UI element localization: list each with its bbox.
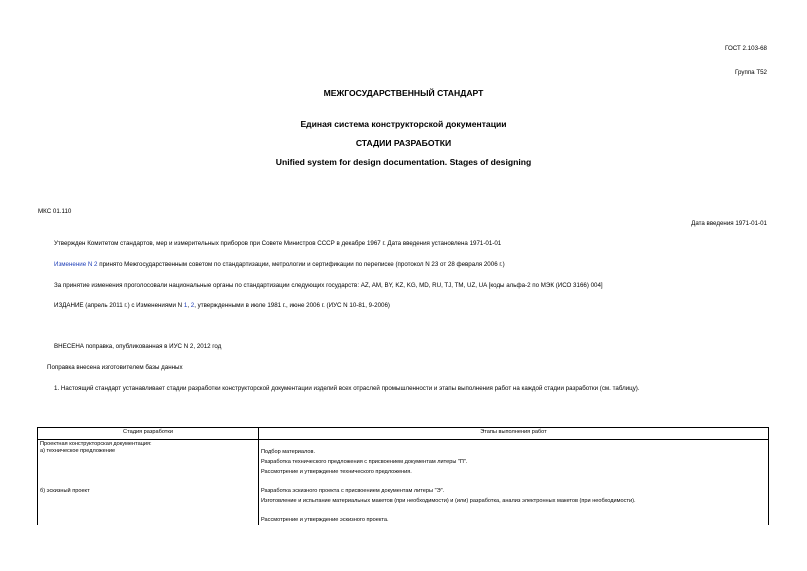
change-paragraph — [54, 261, 505, 269]
edition-sep: , — [187, 302, 191, 309]
steps-cell — [259, 440, 769, 488]
step-line — [261, 508, 766, 515]
column-header-steps: Этапы выполнения работ — [259, 428, 769, 440]
column-header-stage: Стадия разработки — [38, 428, 259, 440]
stages-table — [37, 427, 769, 525]
step-line: Рассмотрение и утверждение технического предложения. — [261, 469, 412, 475]
step-line — [261, 441, 766, 448]
clause-1: 1. Настоящий стандарт устанавливает стадии разработки конструкторской документации изделий всех отраслей промышленности и этапы выполнения работ на каждой стадии разработки (см. таблицу). — [54, 385, 640, 392]
change-paragraph-text: принято Межгосударственным советом по стандартизации, метрологии и сертификации по переписке (протокол N 23 от 28 февраля 2006 г.) — [97, 261, 505, 268]
doc-code: ГОСТ 2.103-68 — [724, 45, 767, 52]
edition-text-pre: ИЗДАНИЕ (апрель 2011 г.) с Изменениями N — [54, 302, 184, 309]
effective-date: Дата введения 1971-01-01 — [691, 220, 767, 227]
table-header-row — [38, 428, 769, 440]
step-line: Подбор материалов. — [261, 449, 316, 455]
mks-code: МКС 01.110 — [38, 208, 72, 215]
subject-title: СТАДИИ РАЗРАБОТКИ — [355, 138, 452, 148]
approval-paragraph: Утвержден Комитетом стандартов, мер и измерительных приборов при Совете Министров СССР в декабре 1967 г. Дата введения установлена 1971-01-01 — [54, 240, 502, 247]
change-1-link[interactable]: 1 — [183, 302, 188, 309]
stage-line: а) техническое предложение — [40, 448, 116, 454]
voting-paragraph: За принятие изменения проголосовали национальные органы по стандартизации следующих государств: AZ, AM, BY, KZ, KG, MD, RU, TJ, TM, UZ, UA [коды альфа-2 по МЭК (ИСО 3166) 004] — [54, 282, 603, 289]
stage-line: б) эскизный проект — [40, 488, 90, 494]
stage-cell — [38, 440, 259, 488]
edition-paragraph — [54, 302, 390, 310]
stage-line: Проектная конструкторская документация: — [40, 441, 152, 447]
steps-cell — [259, 487, 769, 525]
step-line: Разработка технического предложения с присвоением документам литеры "П". — [261, 459, 468, 465]
group-label: Группа Т52 — [735, 69, 767, 76]
step-line: Разработка эскизного проекта с присвоением документам литеры "Э". — [261, 488, 445, 494]
change-2-link[interactable]: Изменение N 2 — [54, 261, 98, 268]
step-line: Рассмотрение и утверждение эскизного проекта. — [261, 517, 389, 523]
edition-text-post: , утвержденными в июле 1981 г., июне 2006 г. (ИУС N 10-81, 9-2006) — [194, 302, 390, 309]
table-row — [38, 487, 769, 525]
stage-cell — [38, 487, 259, 525]
step-line: Изготовление и испытание материальных макетов (при необходимости) и (или) разработка, анализ электронных макетов (при необходимости). — [261, 498, 636, 504]
table-row — [38, 440, 769, 488]
interstate-standard-title: МЕЖГОСУДАРСТВЕННЫЙ СТАНДАРТ — [323, 88, 484, 98]
change-2-edition-link[interactable]: 2 — [190, 302, 195, 309]
english-title: Unified system for design documentation. Stages of designing — [275, 157, 532, 167]
amendment-paragraph: ВНЕСЕНА поправка, опубликованная в ИУС N 2, 2012 год — [54, 343, 222, 350]
system-title: Единая система конструкторской документации — [300, 119, 507, 129]
correction-paragraph: Поправка внесена изготовителем базы данных — [47, 364, 183, 371]
